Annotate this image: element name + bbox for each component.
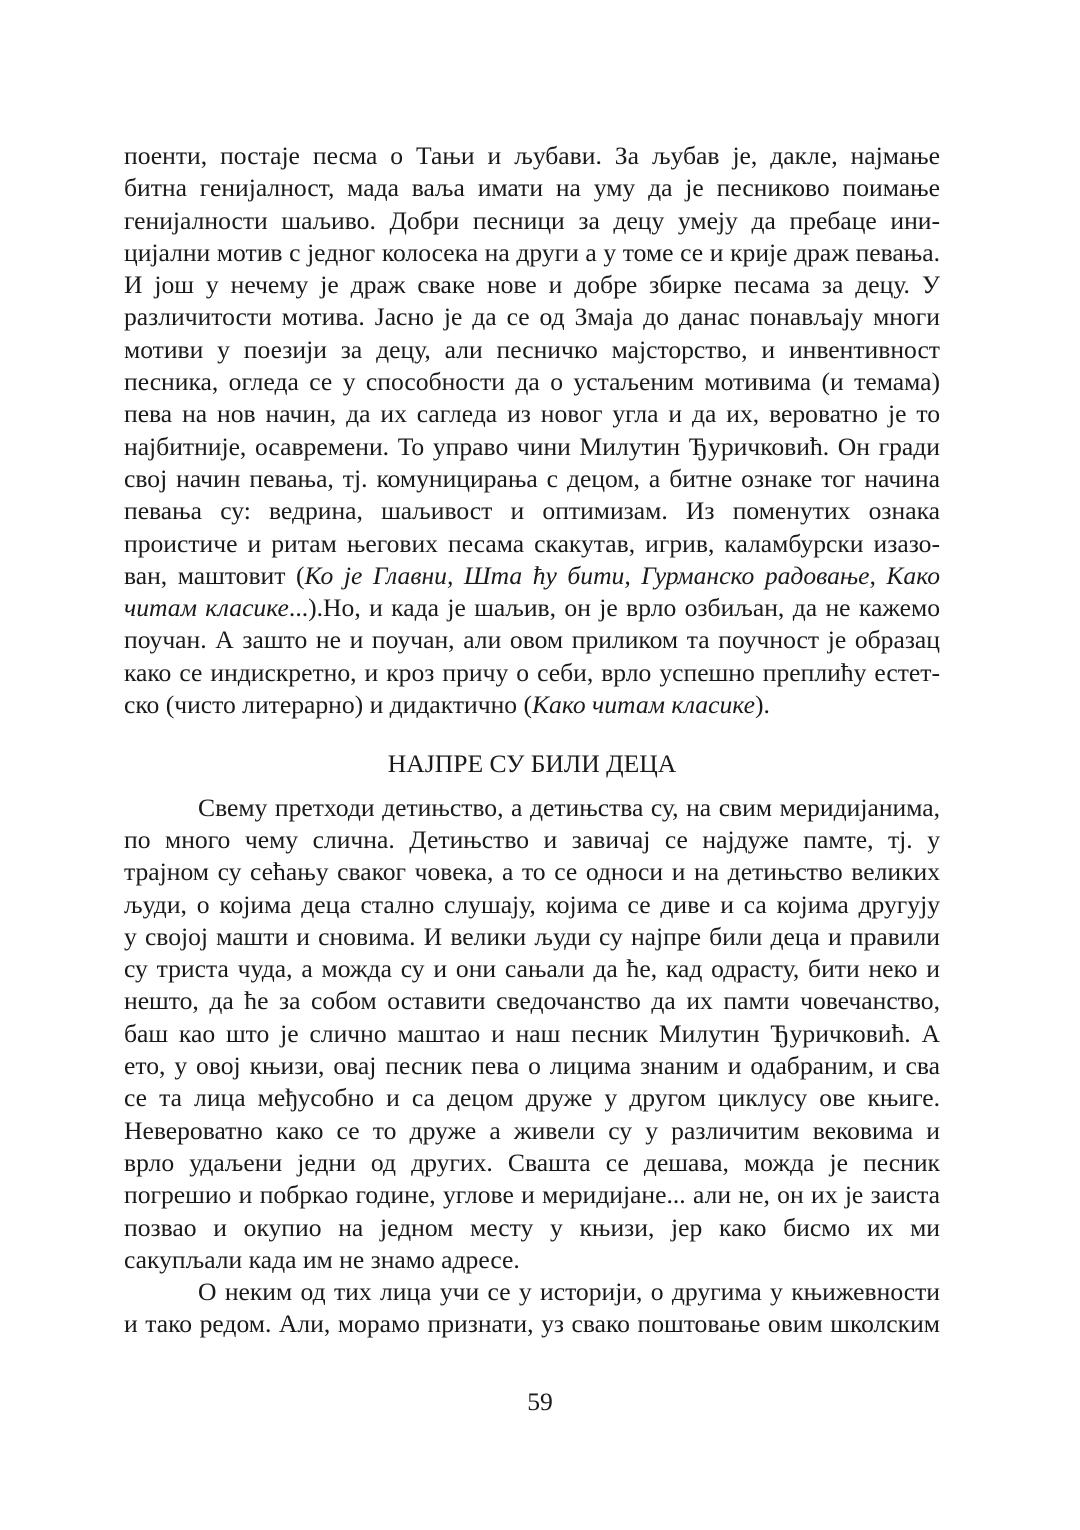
text-line: погрешио и побркао године, углове и меридијане... али не, он их је заиста <box>124 1180 940 1210</box>
text-line: свој начин певања, тј. комуницирања с децом, а битне ознаке тог начина <box>124 463 940 493</box>
text-line: И још у нечему је драж сваке нове и добре збирке песама за децу. У <box>124 270 940 300</box>
text-line: песника, огледа се у способности да о устаљеним мотивима (и темама) <box>124 367 940 397</box>
text-line: различитости мотива. Јасно је да се од Змаја до данас понављају многи <box>124 302 940 332</box>
text-run: ...).Но, и када је шаљив, он је врло озбиљан, да не кажемо <box>288 593 941 623</box>
paragraph-1 <box>124 140 940 721</box>
italic-title-run: Ко је Главни, Шта ћу бити, Гурманско радовање, Како <box>304 560 940 590</box>
text-line <box>124 560 940 592</box>
italic-title-run: Како читам класике <box>532 690 755 720</box>
text-run: ско (чисто литерарно) и дидактично ( <box>124 690 533 720</box>
text-line: врло удаљени једни од других. Свашта се дешава, можда је песник <box>124 1147 940 1177</box>
paragraph-2 <box>124 792 940 1276</box>
text-line: певања су: ведрина, шаљивост и оптимизам. Из поменутих ознака <box>124 496 940 526</box>
text-line: и тако редом. Али, морамо признати, уз свако поштовање овим школским <box>124 1309 940 1339</box>
section-heading: НАЈПРЕ СУ БИЛИ ДЕЦА <box>387 749 677 779</box>
text-line: поучан. А зашто не и поучан, али овом приликом та поучност је образац <box>124 625 940 655</box>
text-line: ето, у овој књизи, овај песник пева о лицима знаним и одабраним, и сва <box>124 1051 940 1081</box>
paragraph-3 <box>124 1276 940 1341</box>
text-line: се та лица међусобно и са децом друже у другом циклусу ове књиге. <box>124 1083 940 1113</box>
text-line <box>124 592 940 624</box>
text-line: у својој машти и сновима. И велики људи су најпре били деца и правили <box>124 921 940 951</box>
text-line: пева на нов начин, да их сагледа из новог угла и да их, вероватно је то <box>124 399 940 429</box>
text-line: проистиче и ритам његових песама скакутав, игрив, каламбурски изазо- <box>124 528 940 558</box>
page-number: 59 <box>527 1387 553 1416</box>
text-line <box>124 689 940 721</box>
text-line: људи, о којима деца стално слушају, којима се диве и са којима другују <box>124 889 940 919</box>
text-line: како се индискретно, и кроз причу о себи, врло успешно преплићу естет- <box>124 657 940 687</box>
text-line: су триста чуда, а можда су и они сањали да ће, кад одрасту, бити неко и <box>124 954 940 984</box>
text-line: О неким од тих лица учи се у историји, о другима у књижевности <box>198 1277 940 1307</box>
text-line: битна генијалност, мада ваља имати на уму да је песниково поимање <box>124 173 940 203</box>
text-line: по много чему слична. Детињство и завичај се најдуже памте, тј. у <box>124 824 940 854</box>
text-line: поенти, постаје песма о Тањи и љубави. За љубав је, дакле, најмање <box>124 141 940 170</box>
text-line: Свему претходи детињство, а детињства су, на свим меридијанима, <box>198 792 940 822</box>
text-run: ван, маштовит ( <box>124 560 305 590</box>
text-line: мотиви у поезији за децу, али песничко мајсторство, и инвентивност <box>124 334 940 364</box>
text-line: позвао и окупио на једном месту у књизи, јер како бисмо их ми <box>124 1212 940 1242</box>
text-line: баш као што је слично маштао и наш песник Милутин Ђуричковић. А <box>124 1018 940 1048</box>
italic-title-run: читам класике <box>124 593 289 623</box>
text-line: сакупљали када им не знамо адресе. <box>124 1244 520 1274</box>
text-line: најбитније, осавремени. То управо чини Милутин Ђуричковић. Он гради <box>124 431 940 461</box>
page-body <box>124 140 940 1341</box>
text-line: трајном су сећању сваког човека, а то се односи и на детињство великих <box>124 857 940 887</box>
text-line: нешто, да ће за собом оставити сведочанство да их памти човечанство, <box>124 986 940 1016</box>
text-line: генијалности шаљиво. Добри песници за децу умеју да пребаце ини- <box>124 205 940 235</box>
text-line: цијални мотив с једног колосека на други а у томе се и крије драж певања. <box>124 237 940 267</box>
text-line: Невероватно како се то друже а живели су у различитим вековима и <box>124 1115 940 1145</box>
text-run: ). <box>754 690 770 720</box>
